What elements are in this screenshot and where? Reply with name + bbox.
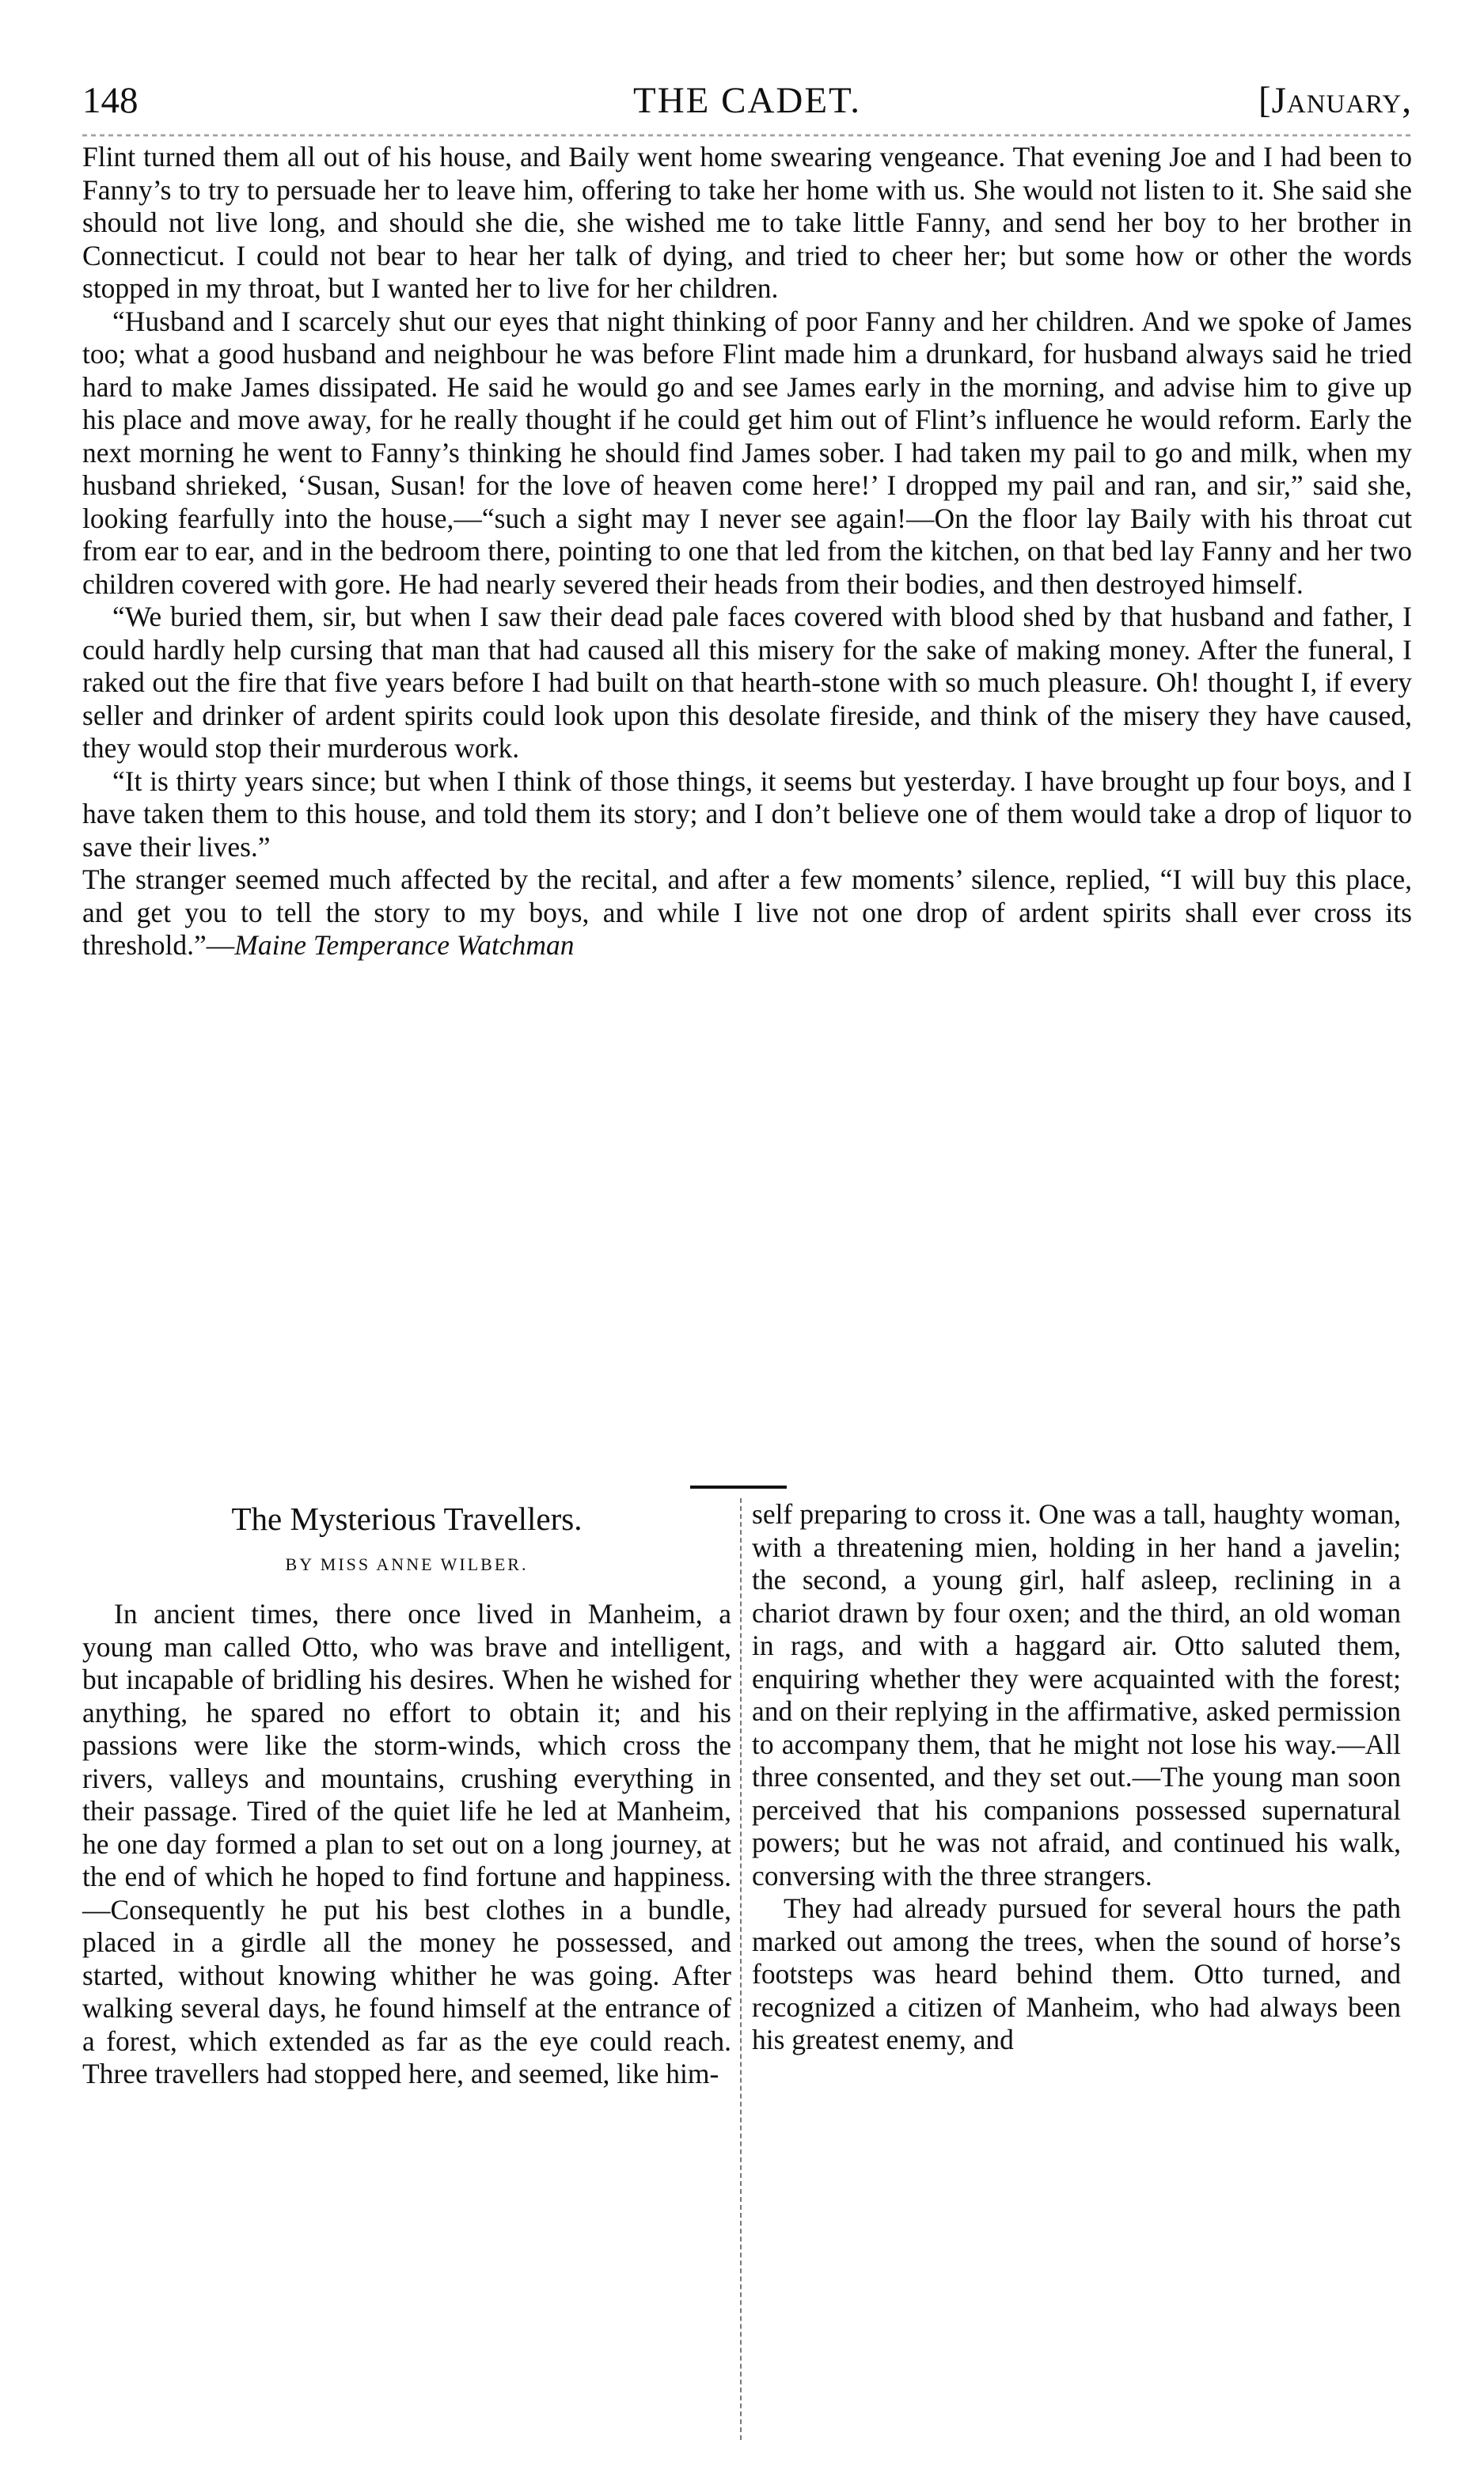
closing-text: The stranger seemed much affected by the recital, and after a few moments’ silence, replied, “I will buy this place, and get you to tell the story to my boys, and while I live not one drop of ardent spirits shall ever cross its threshold.”— xyxy=(82,863,1412,961)
story-paragraph: “We buried them, sir, but when I saw their dead pale faces covered with blood shed by that husband and father, I could hardly help cursing that man that had caused all this misery for the sake of making money. After the funeral, I raked out the fire that five years before I had built on that hearth-stone with so much pleasure. Oh! thought I, if every seller and drinker of ardent spirits could look upon this desolate fireside, and think of the misery they have caused, they would stop their murderous work. xyxy=(82,601,1412,764)
section-divider-rule xyxy=(690,1486,787,1489)
story-closing-paragraph xyxy=(82,863,1412,962)
article-title: The Mysterious Travellers. xyxy=(231,1501,583,1537)
story-paragraph: “Husband and I scarcely shut our eyes that night thinking of poor Fanny and her children. And we spoke of James too; what a good husband and neighbour he was before Flint made him a drunkard, for husband always said he tried hard to make James dissipated. He said he would go and see James early in the morning, and advise him to give up his place and move away, for he really thought if he could get him out of Flint’s influence he would reform. Early the next morning he went to Fanny’s thinking he should find James sober. I had taken my pail to go and milk, when my husband shrieked, ‘Susan, Susan! for the love of heaven come here!’ I dropped my pail and ran, and sir,” said she, looking fearfully into the house,—“such a sight may I never see again!—On the floor lay Baily with his throat cut from ear to ear, and in the bedroom there, pointing to one that led from the kitchen, on that bed lay Fanny and her two children covered with gore. He had nearly severed their heads from their bodies, and then destroyed himself. xyxy=(82,305,1412,600)
page-number: 148 xyxy=(82,80,139,121)
article-left-column xyxy=(82,1498,731,2091)
article-byline: BY MISS ANNE WILBER. xyxy=(285,1554,529,1574)
source-citation: Maine Temperance Watchman xyxy=(234,929,575,961)
column-divider xyxy=(740,1498,742,2440)
article-paragraph: They had already pursued for several hours the path marked out among the trees, when the sound of horse’s footsteps was heard behind them. Otto turned, and recognized a citizen of Manheim, who had always been his greatest enemy, and xyxy=(752,1892,1401,2055)
running-month: [January, xyxy=(1258,80,1412,121)
story-continuation xyxy=(82,141,1412,962)
running-header xyxy=(82,76,1412,125)
running-title: THE CADET. xyxy=(632,80,862,121)
article-paragraph: In ancient times, there once lived in Manheim, a young man called Otto, who was brave and intelligent, but incapable of bridling his desires. When he wished for anything, he spared no effort to obtain it; and his passions were like the storm-winds, which cross the rivers, valleys and mountains, crushing everything in their passage. Tired of the quiet life he led at Manheim, he one day formed a plan to set out on a long journey, at the end of which he hoped to find fortune and happiness.—Consequently he put his best clothes in a bundle, placed in a girdle all the money he possessed, and started, without knowing whither he was going. After walking several days, he found himself at the entrance of a forest, which extended as far as the eye could reach. Three travellers had stopped here, and seemed, like him- xyxy=(82,1598,731,2089)
article-paragraph: self preparing to cross it. One was a tall, haughty woman, with a threatening mien, holding in her hand a javelin; the second, a young girl, half asleep, reclining in a chariot drawn by four oxen; and the third, an old woman in rags, and with a haggard air. Otto saluted them, enquiring whether they were acquainted with the forest; and on their replying in the affirmative, asked permission to accompany them, that he might not lose his way.—All three consented, and they set out.—The young man soon perceived that his companions possessed supernatural powers; but he was not afraid, and continued his walk, conversing with the three strangers. xyxy=(752,1498,1401,1892)
header-rule xyxy=(82,130,1412,141)
story-paragraph: “It is thirty years since; but when I think of those things, it seems but yesterday. I have brought up four boys, and I have taken them to this house, and told them its story; and I don’t believe one of them would take a drop of liquor to save their lives.” xyxy=(82,765,1412,863)
story-paragraph: Flint turned them all out of his house, and Baily went home swearing vengeance. That evening Joe and I had been to Fanny’s to try to persuade her to leave him, offering to take her home with us. She would not listen to it. She said she should not live long, and should she die, she wished me to take little Fanny, and send her boy to her brother in Connecticut. I could not bear to hear her talk of dying, and tried to cheer her; but some how or other the words stopped in my throat, but I wanted her to live for her children. xyxy=(82,141,1412,304)
article-right-column xyxy=(752,1498,1401,2057)
